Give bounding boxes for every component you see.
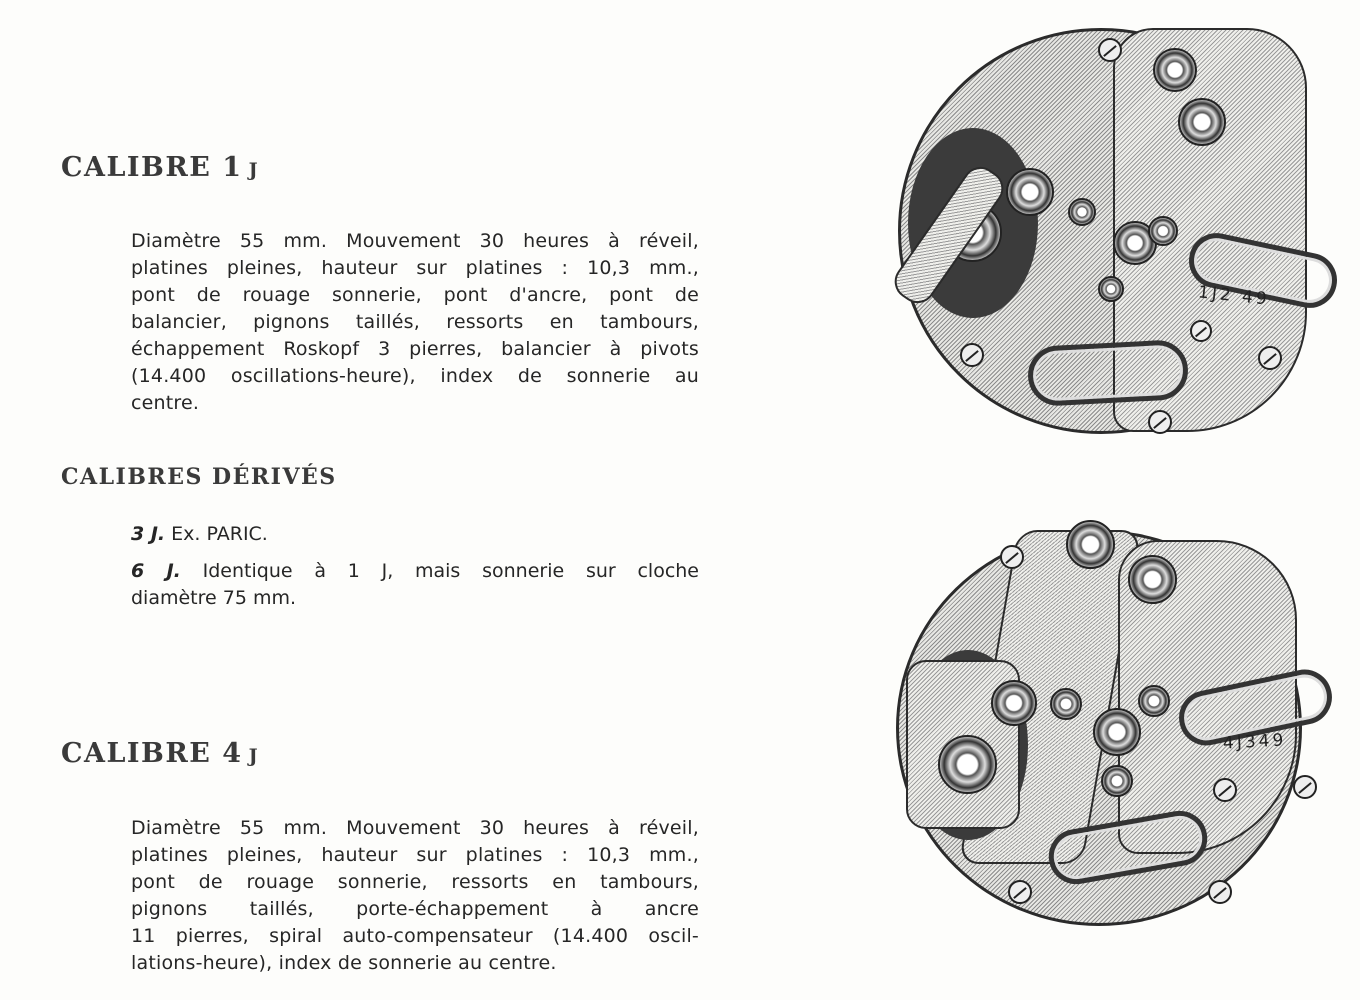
jewel [1050,688,1082,720]
text-line: balancier, pignons taillés, ressorts en tambours, [131,311,699,333]
movement-4j-stamp: 4J349 [1222,730,1287,754]
text-line: pont de rouage sonnerie, pont d'ancre, pont de [131,284,699,306]
wheel-jewel [1006,168,1054,216]
screw-icon [1008,880,1032,904]
derived-line [131,558,699,585]
movement-4j-illustration [888,510,1328,930]
derived-label: 6 J. [131,560,181,582]
derived-item-3j [131,521,699,548]
calibre-4j-heading [61,738,259,769]
text-line: pont de rouage sonnerie, ressorts en tambours, [131,871,699,893]
calibre-4j-suffix: J [248,745,260,767]
screw-icon [1208,880,1232,904]
calibre-4j-title: CALIBRE 4 [61,738,243,769]
jewel [1148,216,1178,246]
derived-text: Ex. PARIC. [171,523,268,545]
screw-icon [1213,778,1237,802]
calibre-1j-description [131,228,699,417]
derived-text: diamètre 75 mm. [131,587,297,609]
jewel [1098,276,1124,302]
derived-text: Identique à 1 J, mais sonnerie sur cloche [202,560,699,582]
ratchet-wheel [1178,98,1226,146]
text-line: Diamètre 55 mm. Mouvement 30 heures à réveil, [131,817,699,839]
screw-icon [1293,775,1317,799]
jewel [1138,685,1170,717]
screw-icon [960,343,984,367]
movement-1j-stamp: 1J2 49 [1197,282,1271,310]
text-line: platines pleines, hauteur sur platines : 10,3 mm., [131,844,699,866]
center-wheel [1093,708,1141,756]
derived-label: 3 J. [131,523,166,545]
wheel-jewel [991,680,1037,726]
top-jewel [1066,520,1115,569]
text-line: échappement Roskopf 3 pierres, balancier à pivots [131,338,699,360]
ratchet-wheel [1128,555,1177,604]
screw-icon [1258,346,1282,370]
screw-icon [1098,38,1122,62]
jewel [1068,198,1096,226]
text-line: pignons taillés, porte-échappement à ancre [131,898,699,920]
jewel [1101,765,1133,797]
movement-1j-illustration [898,18,1323,443]
screw-icon [1000,545,1024,569]
text-line: platines pleines, hauteur sur platines : 10,3 mm., [131,257,699,279]
text-line: Diamètre 55 mm. Mouvement 30 heures à réveil, [131,230,699,252]
top-jewel [1153,48,1197,92]
calibre-1j-title: CALIBRE 1 [61,152,243,183]
screw-icon [1148,410,1172,434]
balance-wheel [938,735,997,794]
text-line: centre. [131,392,200,414]
calibre-1j-suffix: J [248,159,260,181]
text-line: lations-heure), index de sonnerie au centre. [131,952,557,974]
calibre-1j-heading [61,152,259,183]
calibre-4j-description [131,815,699,977]
screw-icon [1190,320,1212,342]
text-line: (14.400 oscillations-heure), index de sonnerie au [131,365,699,387]
derived-item-6j [131,558,699,612]
text-line: 11 pierres, spiral auto-compensateur (14.400 oscil- [131,925,699,947]
setting-key-loop [1027,339,1190,407]
calibres-derives-heading: CALIBRES DÉRIVÉS [61,464,337,490]
